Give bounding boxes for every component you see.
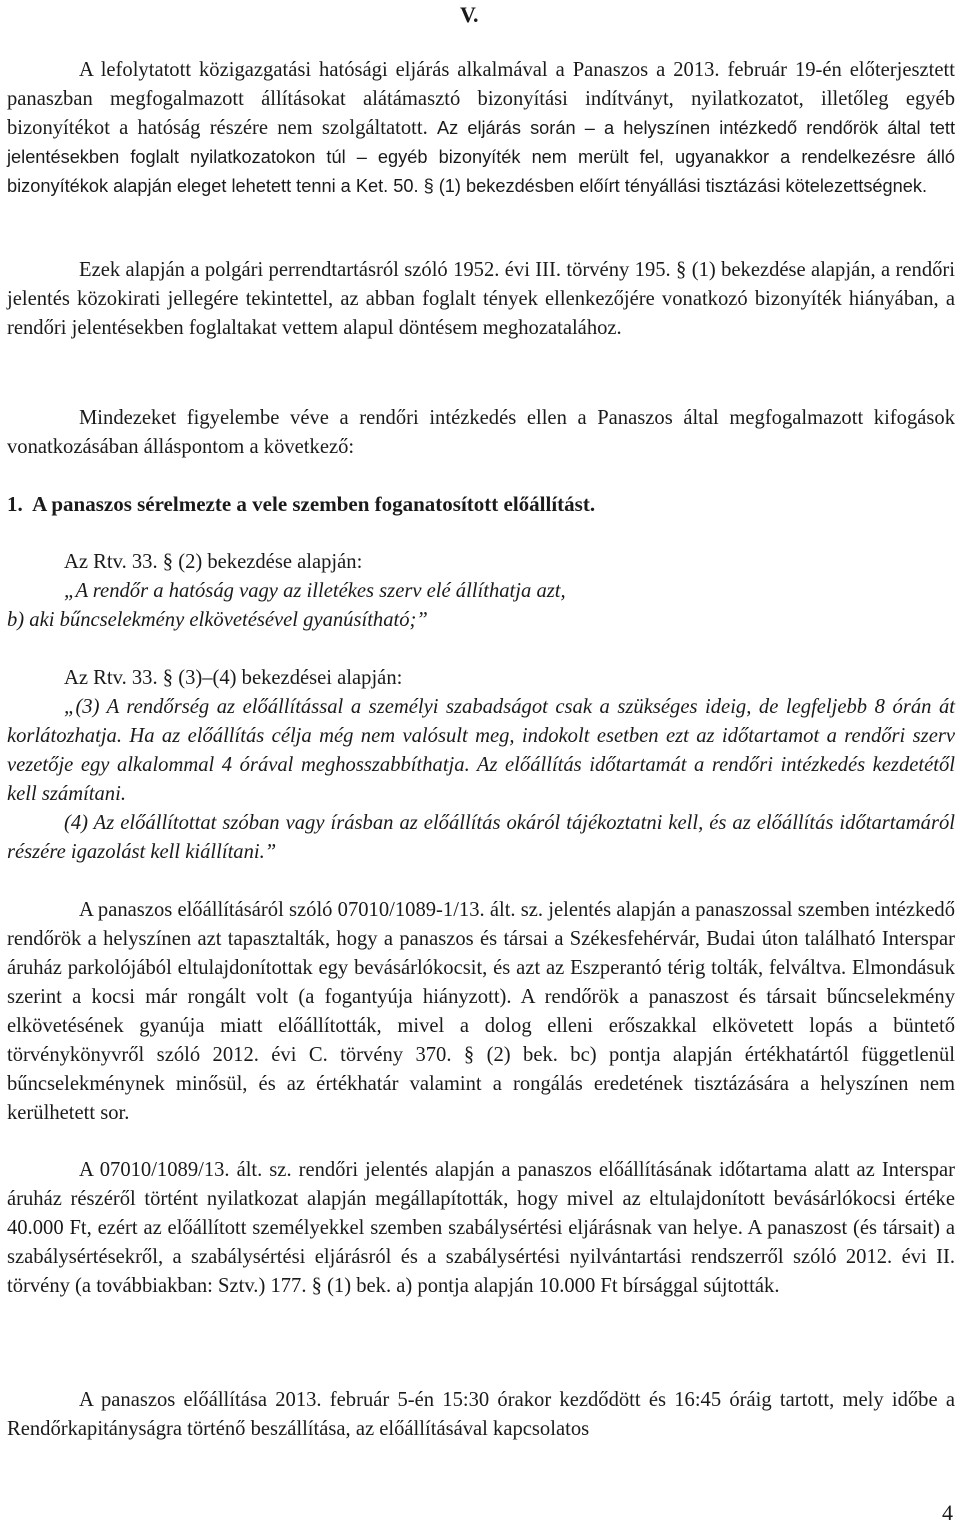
paragraph-legal-basis: Ezek alapján a polgári perrendtartásról szóló 1952. évi III. törvény 195. § (1) bekezdése alapján, a rendőri jelentés közokirati jellegére tekintettel, az abban foglalt tények ellenkezőjére vonatkozó bizonyíték hiányában, a rendőri jelentésekben foglaltakat vettem alapul döntésem meghozatalához. xyxy=(7,259,955,339)
legal-reference-1: Az Rtv. 33. § (2) bekezdése alapján: xyxy=(64,551,363,573)
section-heading: V. xyxy=(460,2,479,27)
paragraph-procedure xyxy=(7,56,955,201)
paragraph-procedure-evidence: Az eljárás során – a helyszínen intézkedő rendőrök által tett jelentésekben foglalt nyilatkozatokon túl – egyéb bizonyíték nem merült fel, ugyanakkor a rendelkezésre álló bizonyítékok alapján eleget lehetett tenni a Ket. 50. § (1) bekezdésben előírt tényállási tisztázási kötelezettségnek. xyxy=(7,118,956,196)
complaint-item-number: 1. xyxy=(7,492,23,516)
page-number: 4 xyxy=(942,1500,953,1525)
quote-1-line-2: b) aki bűncselekmény elkövetésével gyanúsítható;” xyxy=(7,609,428,631)
quote-2-paragraph-3: „(3) A rendőrség az előállítással a személyi szabadságot csak a szükséges ideig, de legfeljebb 8 órán át korlátozhatja. Ha az előállítás célja még nem valósult meg, indokolt esetben ezt az időtartamot a rendőri szerv vezetője egy alkalommal 4 órával meghosszabbíthatja. Az előállítás időtartamát a rendőri intézkedés kezdetétől kell számítani. xyxy=(7,696,955,805)
paragraph-detention-duration: A panaszos előállítása 2013. február 5-én 15:30 órakor kezdődött és 16:45 óráig tartott, mely időbe a Rendőrkapitányságra történő beszállítása, az előállításával kapcsolatos xyxy=(7,1389,955,1440)
paragraph-report-findings: A panaszos előállításáról szóló 07010/1089-1/13. ált. sz. jelentés alapján a panaszossal szemben intézkedő rendőrök a helyszínen azt tapasztalták, hogy a panaszos és társai a Székesfehérvár, Budai úton található Interspar áruház parkolójából eltulajdonítottak egy bevásárlókocsit, és azt az Eszperantó térig tolták, felváltva. Elmondásuk szerint a kocsi már rongált volt (a fogantyúja hiányzott). A rendőrök a panaszost és társait bűncselekmény elkövetésének gyanúja miatt előállították, mivel a dolog elleni erőszakkal elkövetett lopás a büntető törvénykönyvről szóló 2012. évi C. törvény 370. § (2) bek. bc) pontja alapján értékhatártól függetlenül bűncselekménynek minősül, és az értékhatár valamint a rongálás eredetének tisztázására a helyszínen nem kerülhetett sor. xyxy=(7,899,955,1124)
paragraph-misdemeanour: A 07010/1089/13. ált. sz. rendőri jelentés alapján a panaszos előállításának időtartama alatt az Interspar áruház részéről történt nyilatkozat alapján megállapították, hogy mivel az eltulajdonított bevásárlókocsi értéke 40.000 Ft, ezért az előállított személyekkel szemben szabálysértési eljárásnak van helye. A panaszost (és társait) a szabálysértésekről, a szabálysértési eljárásról és a szabálysértési nyilvántartási rendszerről szóló 2012. évi II. törvény (a továbbiakban: Sztv.) 177. § (1) bek. a) pontja alapján 10.000 Ft bírsággal sújtották. xyxy=(7,1159,955,1297)
complaint-item-title: A panaszos sérelmezte a vele szemben foganatosított előállítást. xyxy=(32,492,596,516)
legal-reference-2: Az Rtv. 33. § (3)–(4) bekezdései alapján: xyxy=(64,667,403,689)
quote-1-line-1: „A rendőr a hatóság vagy az illetékes szerv elé állíthatja azt, xyxy=(64,580,566,602)
complaint-item-1 xyxy=(7,490,955,519)
paragraph-procedure-text: A lefolytatott közigazgatási hatósági eljárás alkalmával a Panaszos a 2013. február 19-én előterjesztett panaszban megfogalmazott állításokat alátámasztó bizonyítási indítványt, nyilatkozatot, illetőleg egyéb bizonyítékot a hatóság részére nem szolgáltatott. xyxy=(7,59,955,139)
quote-2-paragraph-4: (4) Az előállítottat szóban vagy írásban az előállítás okáról tájékoztatni kell, és az előállítás időtartamáról részére igazolást kell kiállítani.” xyxy=(7,812,955,863)
paragraph-conclusion-intro: Mindezeket figyelembe véve a rendőri intézkedés ellen a Panaszos által megfogalmazott kifogások vonatkozásában álláspontom a következő: xyxy=(7,407,955,458)
